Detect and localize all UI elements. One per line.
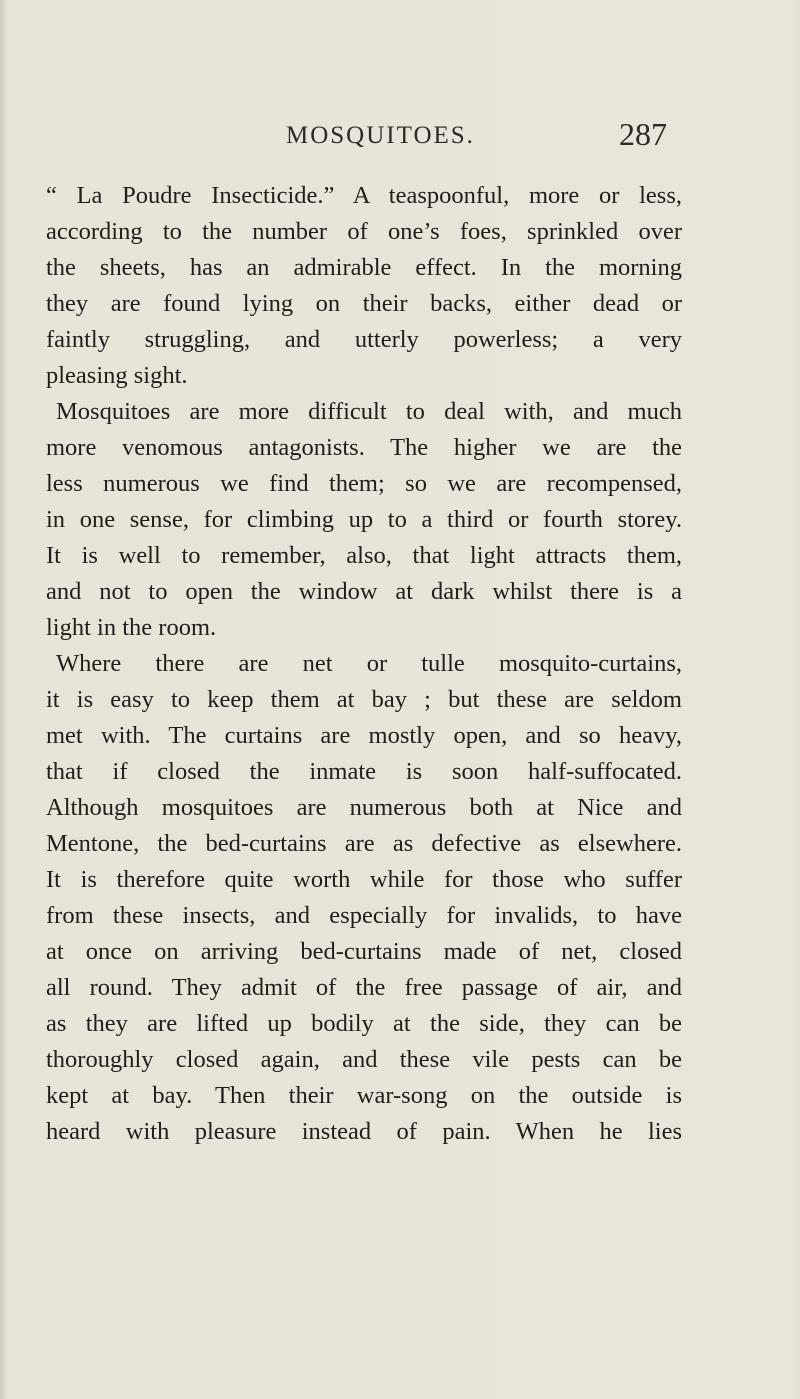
text-line: less numerous we find them; so we are recompensed, <box>46 470 682 497</box>
text-line: more venomous antagonists. The higher we are the <box>46 434 682 461</box>
body-text <box>46 178 682 1150</box>
text-line: according to the number of one’s foes, sprinkled over <box>46 218 682 245</box>
text-line: Mentone, the bed-curtains are as defective as elsewhere. <box>46 830 682 857</box>
text-line: the sheets, has an admirable effect. In the morning <box>46 254 682 281</box>
text-line: faintly struggling, and utterly powerless; a very <box>46 326 682 353</box>
page-gutter-shadow <box>0 0 6 1399</box>
text-line: Although mosquitoes are numerous both at Nice and <box>46 794 682 821</box>
text-line: in one sense, for climbing up to a third or fourth storey. <box>46 506 682 533</box>
text-line: from these insects, and especially for invalids, to have <box>46 902 682 929</box>
text-line: that if closed the inmate is soon half-suffocated. <box>46 758 682 785</box>
text-line: thoroughly closed again, and these vile pests can be <box>46 1046 682 1073</box>
text-line: Mosquitoes are more difficult to deal with, and much <box>56 398 682 425</box>
running-title: MOSQUITOES. <box>286 122 475 149</box>
text-line: it is easy to keep them at bay ; but these are seldom <box>46 686 682 713</box>
text-line: pleasing sight. <box>46 362 188 389</box>
text-line: all round. They admit of the free passage of air, and <box>46 974 682 1001</box>
text-line: “ La Poudre Insecticide.” A teaspoonful, more or less, <box>46 182 682 209</box>
text-line: at once on arriving bed-curtains made of net, closed <box>46 938 682 965</box>
page-number: 287 <box>619 116 667 152</box>
page-header <box>0 116 800 162</box>
text-line: It is therefore quite worth while for those who suffer <box>46 866 682 893</box>
text-line: kept at bay. Then their war-song on the outside is <box>46 1082 682 1109</box>
text-line: light in the room. <box>46 614 217 641</box>
text-line: Where there are net or tulle mosquito-curtains, <box>56 650 682 677</box>
text-line: and not to open the window at dark whilst there is a <box>46 578 682 605</box>
text-line: heard with pleasure instead of pain. When he lies <box>46 1118 682 1145</box>
text-line: they are found lying on their backs, either dead or <box>46 290 682 317</box>
text-line: as they are lifted up bodily at the side, they can be <box>46 1010 682 1037</box>
text-line: met with. The curtains are mostly open, and so heavy, <box>46 722 682 749</box>
text-line: It is well to remember, also, that light attracts them, <box>46 542 682 569</box>
